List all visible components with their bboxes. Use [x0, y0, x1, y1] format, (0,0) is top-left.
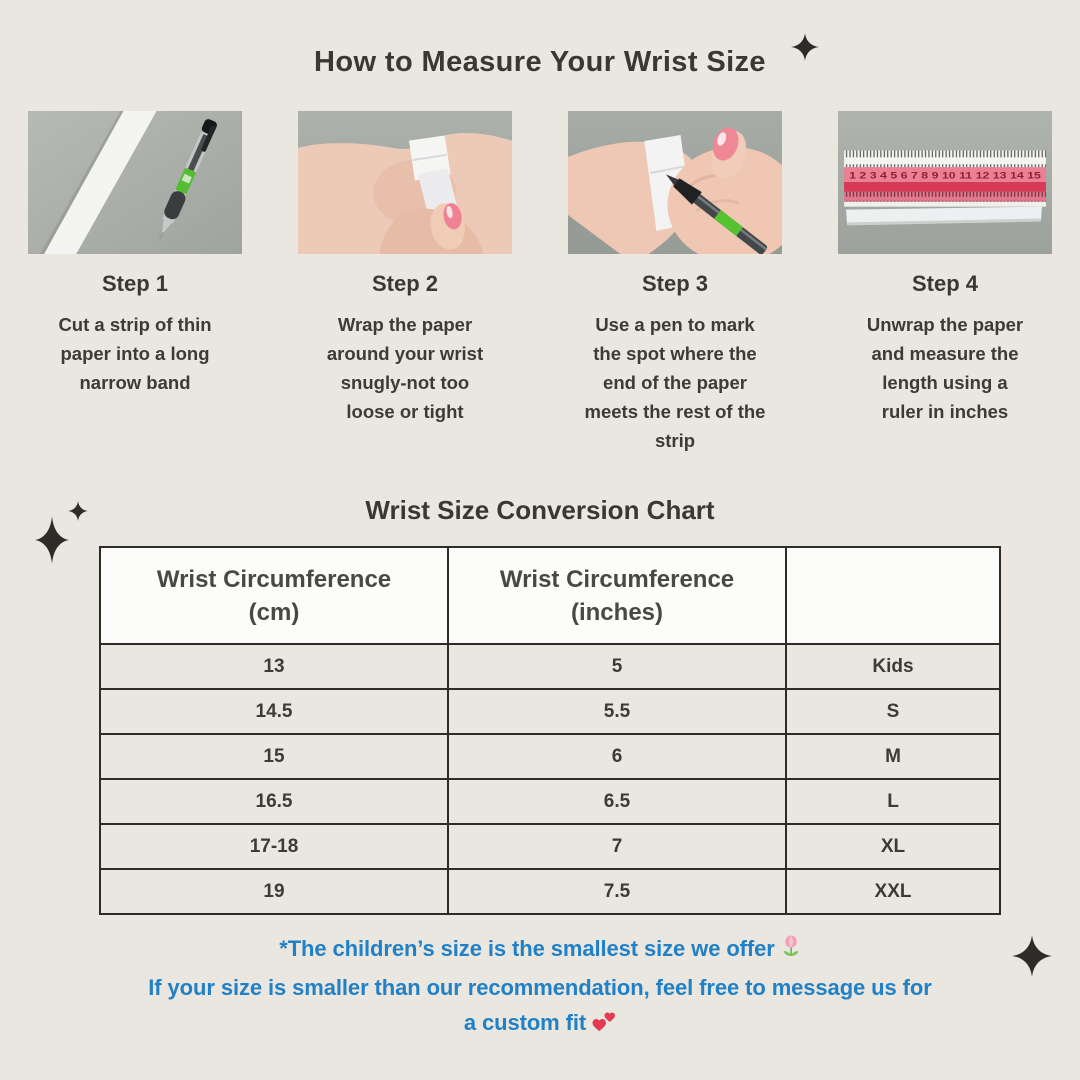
desc-line: around your wrist	[326, 343, 484, 364]
step-description	[568, 310, 782, 455]
table-cell: L	[786, 779, 1000, 824]
table-row	[100, 779, 1000, 824]
table-cell: 17-18	[100, 824, 448, 869]
table-cell: Kids	[786, 644, 1000, 689]
header-line: (inches)	[570, 598, 663, 626]
footer-note	[0, 931, 1080, 1044]
header-line: Wrist Circumference	[499, 565, 735, 593]
desc-line: loose or tight	[346, 401, 464, 422]
table-cell: 6	[448, 734, 786, 779]
conversion-chart-title: Wrist Size Conversion Chart	[365, 495, 715, 525]
step-card-3	[568, 111, 782, 455]
header-cell-inches	[448, 547, 786, 644]
header-cell-size	[786, 547, 1000, 644]
desc-line: length using a	[882, 372, 1008, 393]
table-row	[100, 824, 1000, 869]
step-label: Step 2	[371, 271, 439, 296]
ruler-numbers: 1 2 3 4 5 6 7 8 9 10 11 12 13 14 15	[849, 170, 1041, 181]
footer-text: *The children’s size is the smallest size we offer	[279, 936, 775, 961]
conversion-table	[99, 546, 1001, 915]
desc-line: strip	[654, 430, 696, 451]
step-description	[28, 310, 242, 397]
table-cell: XL	[786, 824, 1000, 869]
table-cell: 14.5	[100, 689, 448, 734]
steps-row	[0, 111, 1080, 455]
desc-line: end of the paper	[603, 372, 747, 393]
table-cell: 7.5	[448, 869, 786, 914]
footer-sparkle-icon	[1012, 935, 1052, 977]
footer-line-1	[0, 931, 1080, 970]
desc-line: Cut a strip of thin	[58, 314, 212, 335]
table-cell: S	[786, 689, 1000, 734]
desc-line: Unwrap the paper	[866, 314, 1024, 335]
table-cell: 7	[448, 824, 786, 869]
title-sparkle-icon	[791, 31, 819, 63]
ruler	[844, 150, 1046, 206]
step-description	[298, 310, 512, 426]
table-cell: XXL	[786, 869, 1000, 914]
step-card-4	[838, 111, 1052, 455]
step-description	[838, 310, 1052, 426]
footer-line-3	[0, 1005, 1080, 1044]
step-2-photo	[298, 111, 512, 254]
table-cell: 5	[448, 644, 786, 689]
step-card-2	[298, 111, 512, 455]
step-label: Step 1	[101, 271, 169, 296]
table-row	[100, 644, 1000, 689]
step-card-1	[28, 111, 242, 455]
desc-line: Use a pen to mark	[595, 314, 755, 335]
table-cell: 19	[100, 869, 448, 914]
footer-text: a custom fit	[463, 1010, 587, 1035]
table-row	[100, 734, 1000, 779]
desc-line: ruler in inches	[881, 401, 1009, 422]
table-cell: M	[786, 734, 1000, 779]
table-cell: 15	[100, 734, 448, 779]
footer-line-2	[0, 970, 1080, 1005]
table-cell: 6.5	[448, 779, 786, 824]
page-title: How to Measure Your Wrist Size	[314, 46, 766, 78]
tulip-icon	[781, 934, 801, 960]
step-label: Step 4	[911, 271, 979, 296]
desc-line: snugly-not too	[340, 372, 470, 393]
two-hearts-icon	[592, 1012, 616, 1034]
header-cell-cm	[100, 547, 448, 644]
desc-line: paper into a long	[60, 343, 210, 364]
table-row	[100, 869, 1000, 914]
desc-line: narrow band	[79, 372, 191, 393]
desc-line: and measure the	[871, 343, 1019, 364]
table-cell: 5.5	[448, 689, 786, 734]
desc-line: meets the rest of the	[584, 401, 766, 422]
table-cell: 13	[100, 644, 448, 689]
step-3-photo	[568, 111, 782, 254]
step-1-photo	[28, 111, 242, 254]
table-row	[100, 689, 1000, 734]
step-4-photo	[838, 111, 1052, 254]
table-cell: 16.5	[100, 779, 448, 824]
header-line: Wrist Circumference	[156, 565, 392, 593]
step-label: Step 3	[641, 271, 709, 296]
desc-line: Wrap the paper	[337, 314, 473, 335]
chart-sparkle-large-icon	[35, 516, 69, 564]
footer-text: If your size is smaller than our recommendation, feel free to message us for	[148, 975, 932, 1000]
table-header-row	[100, 547, 1000, 644]
header-line: (cm)	[248, 598, 300, 626]
chart-sparkle-small-icon	[68, 500, 88, 522]
desc-line: the spot where the	[593, 343, 757, 364]
